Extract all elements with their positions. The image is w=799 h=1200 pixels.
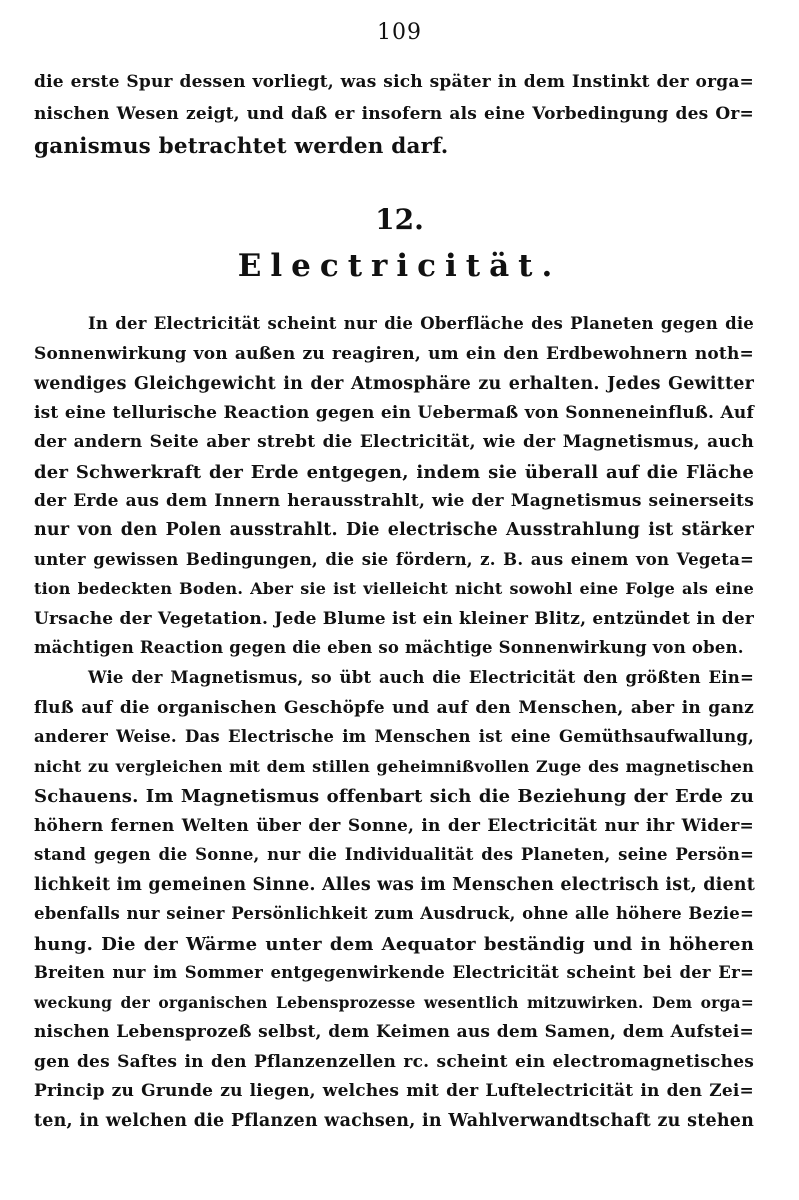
paragraph-line: der Erde aus dem Innern herausstrahlt, wie der Magnetismus seinerseits bbox=[34, 491, 754, 511]
paragraph-line: nischen Lebensprozeß selbst, dem Keimen aus dem Samen, dem Aufstei= bbox=[34, 1022, 754, 1042]
paragraph-line: weckung der organischen Lebensprozesse wesentlich mitzuwirken. Dem orga= bbox=[34, 993, 754, 1012]
paragraph-line: Sonnenwirkung von außen zu reagiren, um ein den Erdbewohnern noth= bbox=[34, 344, 754, 364]
intro-line: ganismus betrachtet werden darf. bbox=[34, 134, 449, 159]
paragraph-line: In der Electricität scheint nur die Oberfläche des Planeten gegen die bbox=[88, 314, 754, 333]
page-number: 109 bbox=[377, 20, 422, 45]
paragraph-line: wendiges Gleichgewicht in der Atmosphäre zu erhalten. Jedes Gewitter bbox=[34, 374, 754, 394]
paragraph-line: Ursache der Vegetation. Jede Blume ist ein kleiner Blitz, entzündet in der bbox=[34, 609, 754, 629]
paragraph-line: fluß auf die organischen Geschöpfe und auf den Menschen, aber in ganz bbox=[34, 698, 754, 718]
section-number: 12. bbox=[375, 203, 424, 236]
paragraph-line: Schauens. Im Magnetismus offenbart sich die Beziehung der Erde zu bbox=[34, 786, 754, 807]
intro-line: nischen Wesen zeigt, und daß er insofern als eine Vorbedingung des Or= bbox=[34, 104, 754, 124]
paragraph-line: mächtigen Reaction gegen die eben so mächtige Sonnenwirkung von oben. bbox=[34, 638, 744, 657]
paragraph-line: ist eine tellurische Reaction gegen ein Uebermaß von Sonneneinfluß. Auf bbox=[34, 403, 754, 423]
paragraph-line: hung. Die der Wärme unter dem Aequator beständig und in höheren bbox=[34, 934, 754, 955]
intro-line: die erste Spur dessen vorliegt, was sich später in dem Instinkt der orga= bbox=[34, 72, 754, 92]
paragraph-line: nicht zu vergleichen mit dem stillen geheimnißvollen Zuge des magnetischen bbox=[34, 757, 754, 776]
paragraph-line: anderer Weise. Das Electrische im Menschen ist eine Gemüthsaufwallung, bbox=[34, 727, 754, 746]
paragraph-line: tion bedeckten Boden. Aber sie ist vielleicht nicht sowohl eine Folge als eine bbox=[34, 579, 754, 598]
paragraph-line: ebenfalls nur seiner Persönlichkeit zum Ausdruck, ohne alle höhere Bezie= bbox=[34, 904, 754, 923]
paragraph-line: gen des Saftes in den Pflanzenzellen rc. scheint ein electromagnetisches bbox=[34, 1052, 754, 1072]
paragraph-line: nur von den Polen ausstrahlt. Die electrische Ausstrahlung ist stärker bbox=[34, 520, 754, 540]
paragraph-line: unter gewissen Bedingungen, die sie fördern, z. B. aus einem von Vegeta= bbox=[34, 550, 754, 569]
paragraph-line: Wie der Magnetismus, so übt auch die Electricität den größten Ein= bbox=[88, 668, 754, 687]
paragraph-line: Breiten nur im Sommer entgegenwirkende Electricität scheint bei der Er= bbox=[34, 963, 754, 982]
section-title: Electricität. bbox=[237, 248, 562, 284]
paragraph-line: der Schwerkraft der Erde entgegen, indem sie überall auf die Fläche bbox=[34, 462, 754, 483]
paragraph-line: stand gegen die Sonne, nur die Individualität des Planeten, seine Persön= bbox=[34, 845, 754, 864]
paragraph-line: höhern fernen Welten über der Sonne, in der Electricität nur ihr Wider= bbox=[34, 816, 754, 836]
paragraph-line: ten, in welchen die Pflanzen wachsen, in Wahlverwandtschaft zu stehen bbox=[34, 1111, 754, 1131]
paragraph-line: lichkeit im gemeinen Sinne. Alles was im Menschen electrisch ist, dient bbox=[34, 875, 756, 895]
paragraph-line: der andern Seite aber strebt die Electricität, wie der Magnetismus, auch bbox=[34, 432, 754, 452]
paragraph-line: Princip zu Grunde zu liegen, welches mit der Luftelectricität in den Zei= bbox=[34, 1081, 754, 1101]
